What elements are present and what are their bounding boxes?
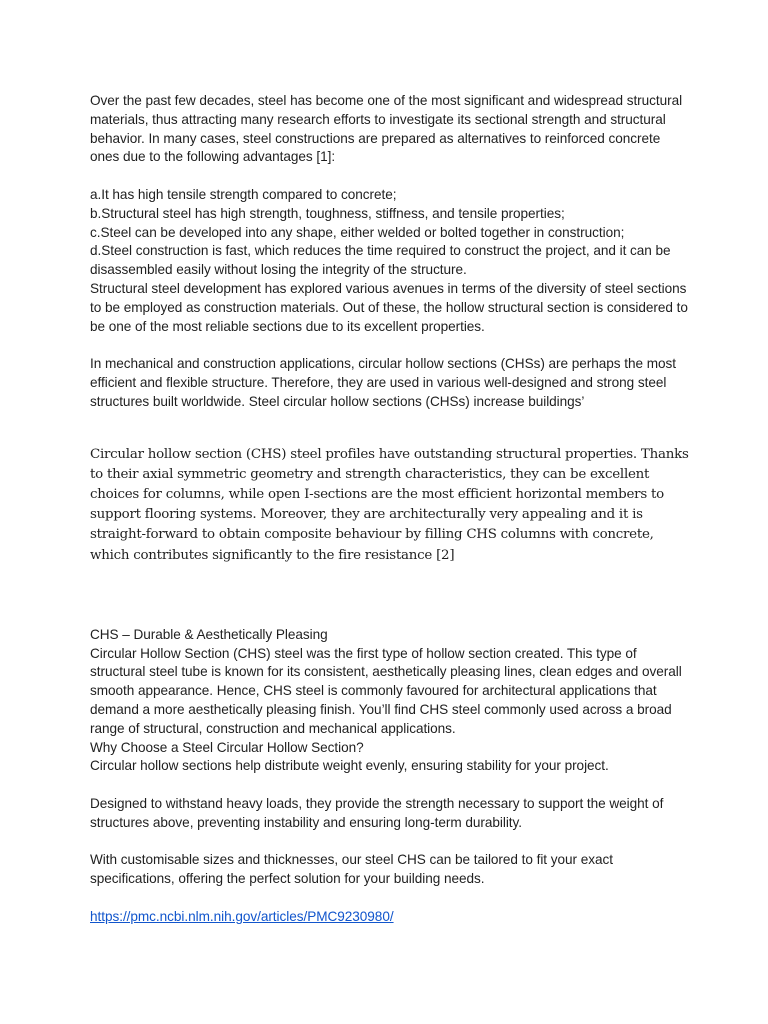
blank-line: [90, 776, 690, 795]
quote-section: [90, 445, 690, 566]
source-link[interactable]: https://pmc.ncbi.nlm.nih.gov/articles/PMC9230980/: [90, 908, 394, 924]
chs-heading: CHS – Durable & Aesthetically Pleasing: [90, 626, 328, 642]
blank-line: [90, 833, 690, 852]
advantage-item: c.Steel can be developed into any shape, either welded or bolted together in construction;: [90, 224, 625, 240]
blank-line: [90, 889, 690, 908]
blank-line: [90, 167, 690, 186]
sizes-paragraph: With customisable sizes and thicknesses, our steel CHS can be tailored to fit your exact specifications, offering the perfect solution for your building needs.: [90, 852, 613, 887]
loads-paragraph: Designed to withstand heavy loads, they provide the strength necessary to support the weight of structures above, preventing instability and ensuring long-term durability.: [90, 795, 664, 830]
intro-paragraph: Over the past few decades, steel has become one of the most significant and widespread structural materials, thus attracting many research efforts to investigate its sectional strength and structural behavior. In many cases, steel constructions are prepared as alternatives to reinforced concrete ones due to the following advantages [1]:: [90, 93, 683, 165]
applications-paragraph: In mechanical and construction applications, circular hollow sections (CHSs) are perhaps the most efficient and flexible structure. Therefore, they are used in various well-designed and strong steel structures built worldwide. Steel circular hollow sections (CHSs) increase buildings’: [90, 356, 677, 409]
chs-paragraph: Circular Hollow Section (CHS) steel was the first type of hollow section created. This type of structural steel tube is known for its consistent, aesthetically pleasing lines, clean edges and overall smooth appearance. Hence, CHS steel is commonly favoured for architectural applications that demand a more aesthetically pleasing finish. You’ll find CHS steel commonly used across a broad range of structural, construction and mechanical applications.: [90, 645, 682, 736]
advantage-item: b.Structural steel has high strength, toughness, stiffness, and tensile properties;: [90, 205, 565, 221]
intro-section: [90, 92, 690, 412]
blank-line: [90, 336, 690, 355]
document-page: [90, 92, 690, 927]
source-link-line: [90, 908, 690, 927]
development-paragraph: Structural steel development has explored various avenues in terms of the diversity of steel sections to be employed as construction materials. Out of these, the hollow structural section is considered to be one of the most reliable sections due to its excellent properties.: [90, 280, 688, 334]
advantage-item: d.Steel construction is fast, which reduces the time required to construct the project, and it can be disassembled easily without losing the integrity of the structure.: [90, 243, 671, 278]
advantage-item: a.It has high tensile strength compared to concrete;: [90, 186, 397, 202]
quote-paragraph: Circular hollow section (CHS) steel profiles have outstanding structural properties. Thanks to their axial symmetric geometry and strength characteristics, they can be excellent choices for columns, while open I-sections are the most efficient horizontal members to support flooring systems. Moreover, they are architecturally very appealing and it is straight-forward to obtain composite behaviour by filling CHS columns with concrete, which contributes significantly to the fire resistance [2]: [90, 446, 689, 563]
chs-section: [90, 626, 690, 927]
why-paragraph: Circular hollow sections help distribute weight evenly, ensuring stability for your project.: [90, 758, 609, 774]
why-heading: Why Choose a Steel Circular Hollow Section?: [90, 739, 364, 755]
